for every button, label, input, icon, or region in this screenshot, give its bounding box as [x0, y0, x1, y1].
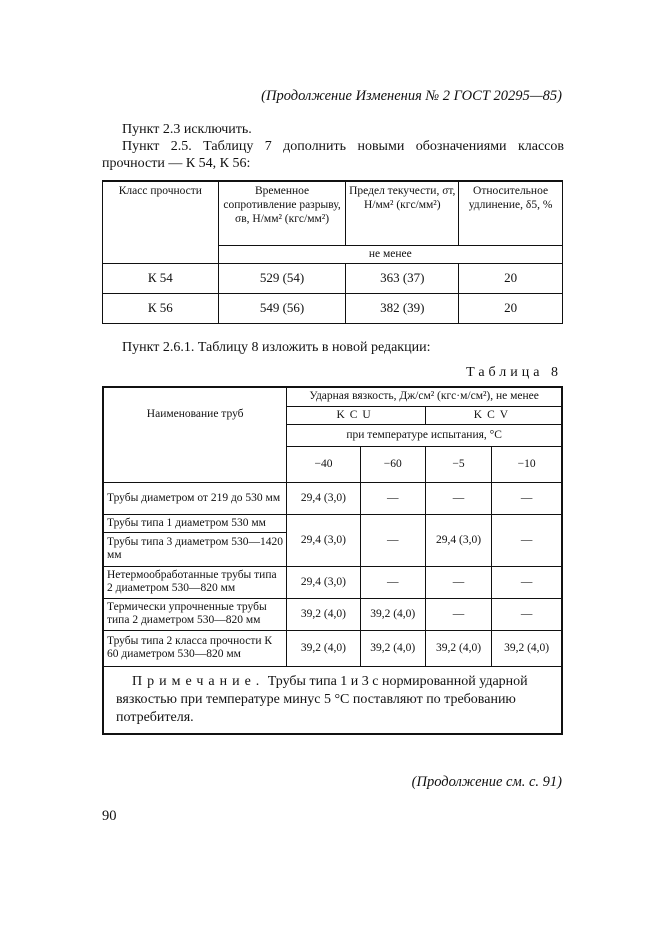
t8-header-impact: Ударная вязкость, Дж/см² (кгс·м/см²), не менее: [287, 387, 562, 406]
t8-header-kcu: KCU: [287, 406, 426, 424]
t8-header-temperature: при температуре испытания, °С: [287, 424, 562, 446]
table-row-cell: —: [492, 566, 562, 598]
table-row-cell: 39,2 (4,0): [425, 630, 491, 666]
table-row-cell: 29,4 (3,0): [287, 514, 360, 566]
t8-row-name: Трубы типа 1 диаметром 530 мм: [103, 514, 287, 532]
table-row-cell: 39,2 (4,0): [287, 598, 360, 630]
t7-header-tensile: Временное сопротивление разрыву, σв, Н/мм² (кгс/мм²): [218, 181, 346, 245]
table-row-cell: 529 (54): [218, 263, 346, 293]
continuation-note: (Продолжение см. с. 91): [411, 774, 562, 790]
table-row-cell: —: [360, 514, 425, 566]
t8-row-name: Термически упрочненные трубы типа 2 диаметром 530—820 мм: [103, 598, 287, 630]
paragraph-item-2-6-1: Пункт 2.6.1. Таблицу 8 изложить в новой редакции:: [122, 340, 431, 355]
table-row-cell: 363 (37): [346, 263, 459, 293]
t7-header-elongation: Относительное удлинение, δ5, %: [459, 181, 563, 245]
table-row-cell: —: [492, 514, 562, 566]
table-row-cell: 29,4 (3,0): [287, 566, 360, 598]
table-7: [102, 180, 563, 324]
table-row-cell: —: [360, 566, 425, 598]
page-number: 90: [102, 808, 117, 824]
t8-note: [103, 666, 562, 734]
paragraph-item-2-5: Пункт 2.5. Таблицу 7 дополнить новыми обозначениями классов прочности — К 54, К 56:: [102, 139, 564, 171]
t8-row-name: Нетермообработанные трубы типа 2 диаметром 530—820 мм: [103, 566, 287, 598]
table-row-cell: —: [492, 482, 562, 514]
t8-temp-cell: −5: [425, 446, 491, 482]
t8-temp-cell: −10: [492, 446, 562, 482]
table-row-cell: 39,2 (4,0): [360, 630, 425, 666]
note-text: Трубы типа 1 и 3 с нормированной ударной вязкостью при температуре минус 5 °С поставляют по требованию потребителя.: [116, 673, 528, 725]
table-row-cell: К 56: [103, 293, 219, 323]
t7-header-yield: Предел текучести, σт, Н/мм² (кгс/мм²): [346, 181, 459, 245]
t7-header-class: Класс прочности: [103, 181, 219, 263]
table-row-cell: —: [360, 482, 425, 514]
table-row-cell: —: [492, 598, 562, 630]
t8-header-name: Наименование труб: [103, 387, 287, 482]
table-8: [102, 386, 563, 735]
table-row-cell: 20: [459, 263, 563, 293]
table-row-cell: 29,4 (3,0): [425, 514, 491, 566]
table-row-cell: 20: [459, 293, 563, 323]
note-label: Примечание.: [132, 673, 265, 689]
table-8-caption: Таблица 8: [466, 365, 562, 380]
table-row-cell: —: [425, 566, 491, 598]
table-row-cell: К 54: [103, 263, 219, 293]
table-row-cell: 382 (39): [346, 293, 459, 323]
t8-row-name: Трубы типа 3 диаметром 530—1420 мм: [103, 532, 287, 566]
document-header: (Продолжение Изменения № 2 ГОСТ 20295—85): [261, 88, 562, 104]
t7-subheader-min: не менее: [218, 245, 562, 263]
table-row-cell: —: [425, 598, 491, 630]
t8-header-kcv: KCV: [425, 406, 562, 424]
t8-row-name: Трубы типа 2 класса прочности К 60 диаметром 530—820 мм: [103, 630, 287, 666]
table-row-cell: 39,2 (4,0): [492, 630, 562, 666]
t8-temp-cell: −60: [360, 446, 425, 482]
table-row-cell: 39,2 (4,0): [287, 630, 360, 666]
table-row-cell: 29,4 (3,0): [287, 482, 360, 514]
table-row-cell: 39,2 (4,0): [360, 598, 425, 630]
table-row-cell: —: [425, 482, 491, 514]
t8-temp-cell: −40: [287, 446, 360, 482]
table-row-cell: 549 (56): [218, 293, 346, 323]
paragraph-item-2-3: Пункт 2.3 исключить.: [122, 122, 252, 137]
t8-row-name: Трубы диаметром от 219 до 530 мм: [103, 482, 287, 514]
